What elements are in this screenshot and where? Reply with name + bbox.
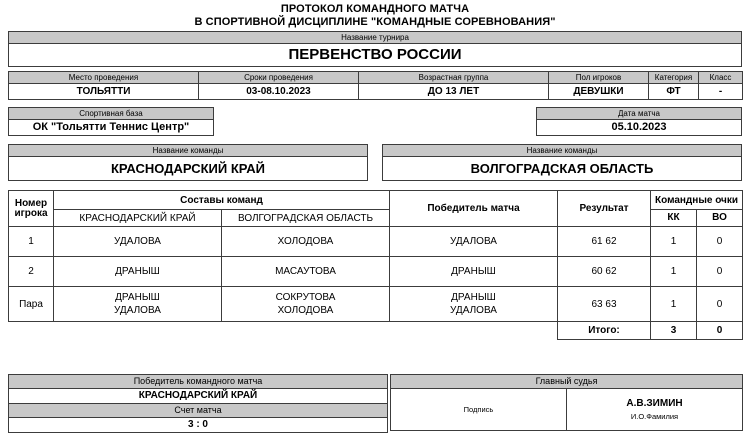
referee-signature-cell	[391, 389, 567, 431]
row-away-player-1: СОКРУТОВА	[275, 292, 336, 303]
referee-name-caption: И.О.Фамилия	[630, 412, 679, 421]
row-home-player-1: ДРАНЫШ	[115, 292, 160, 303]
row-away-player: ХОЛОДОВА	[222, 227, 390, 257]
row-winner	[390, 287, 558, 322]
row-winner: УДАЛОВА	[390, 227, 558, 257]
row-number: Пара	[9, 287, 54, 322]
info-header-dates: Сроки проведения	[199, 72, 359, 84]
results-table-wrapper	[8, 190, 742, 340]
tournament-name: ПЕРВЕНСТВО РОССИИ	[9, 44, 742, 67]
row-winner: ДРАНЫШ	[390, 257, 558, 287]
row-number: 2	[9, 257, 54, 287]
home-team-label: Название команды	[9, 145, 368, 157]
info-value-gender: ДЕВУШКИ	[549, 84, 649, 100]
total-points-away: 0	[697, 322, 743, 340]
referee-name: А.В.ЗИМИН	[626, 398, 683, 409]
header-points-away: ВО	[697, 210, 743, 227]
results-header-row-1	[9, 191, 743, 210]
info-value-row	[9, 84, 743, 100]
info-value-dates: 03-08.10.2023	[199, 84, 359, 100]
referee-block	[390, 374, 742, 433]
table-row	[9, 227, 743, 257]
info-header-class: Класс	[699, 72, 743, 84]
match-date-block	[536, 107, 742, 136]
row-score: 63 63	[558, 287, 651, 322]
header-result: Результат	[558, 191, 651, 227]
row-home-player: УДАЛОВА	[54, 227, 222, 257]
match-score-label: Счет матча	[9, 404, 388, 418]
row-points-home: 1	[651, 227, 697, 257]
row-number: 1	[9, 227, 54, 257]
info-header-venue: Место проведения	[9, 72, 199, 84]
home-team-block	[8, 144, 368, 181]
info-value-age-group: ДО 13 ЛЕТ	[359, 84, 549, 100]
total-spacer	[9, 322, 558, 340]
row-points-away: 0	[697, 227, 743, 257]
header-team-points: Командные очки	[651, 191, 743, 210]
venue-label: Спортивная база	[9, 108, 214, 120]
row-points-away: 0	[697, 287, 743, 322]
row-home-player	[54, 287, 222, 322]
match-date-value: 05.10.2023	[537, 120, 742, 136]
header-lineup-home: КРАСНОДАРСКИЙ КРАЙ	[54, 210, 222, 227]
row-away-player-2: ХОЛОДОВА	[277, 305, 334, 316]
header-player-number	[9, 191, 54, 227]
table-row	[9, 257, 743, 287]
referee-name-cell	[567, 389, 743, 431]
away-team-label: Название команды	[383, 145, 742, 157]
document-title	[0, 0, 750, 29]
venue-value: ОК "Тольятти Теннис Центр"	[9, 120, 214, 136]
venue-date-block	[8, 107, 742, 136]
venue-block	[8, 107, 214, 136]
total-label: Итого:	[558, 322, 651, 340]
match-result-block	[8, 374, 388, 433]
tournament-label: Название турнира	[9, 32, 742, 44]
info-value-class: -	[699, 84, 743, 100]
row-home-player-2: УДАЛОВА	[114, 305, 161, 316]
row-away-player	[222, 287, 390, 322]
tournament-block	[8, 31, 742, 67]
header-player-number-line2: игрока	[14, 207, 48, 219]
header-match-winner: Победитель матча	[390, 191, 558, 227]
referee-label: Главный судья	[391, 375, 743, 389]
info-header-category: Категория	[649, 72, 699, 84]
info-header-row	[9, 72, 743, 84]
away-team-name: ВОЛГОГРАДСКАЯ ОБЛАСТЬ	[383, 157, 742, 181]
team-names-block	[8, 144, 742, 181]
row-points-home: 1	[651, 257, 697, 287]
match-winner-value: КРАСНОДАРСКИЙ КРАЙ	[9, 389, 388, 404]
match-score-value: 3 : 0	[9, 418, 388, 433]
match-winner-label: Победитель командного матча	[9, 375, 388, 389]
footer-block	[8, 374, 742, 433]
home-team-name: КРАСНОДАРСКИЙ КРАЙ	[9, 157, 368, 181]
document-title-line-2: В СПОРТИВНОЙ ДИСЦИПЛИНЕ "КОМАНДНЫЕ СОРЕВНОВАНИЯ"	[194, 16, 556, 28]
info-header-age-group: Возрастная группа	[359, 72, 549, 84]
header-lineups: Составы команд	[54, 191, 390, 210]
document-title-line-1: ПРОТОКОЛ КОМАНДНОГО МАТЧА	[280, 3, 470, 15]
row-winner-2: УДАЛОВА	[450, 305, 497, 316]
info-block	[8, 71, 742, 100]
info-value-venue: ТОЛЬЯТТИ	[9, 84, 199, 100]
away-team-block	[382, 144, 742, 181]
row-home-player: ДРАНЫШ	[54, 257, 222, 287]
row-points-away: 0	[697, 257, 743, 287]
match-date-label: Дата матча	[537, 108, 742, 120]
signature-caption: Подпись	[463, 405, 494, 414]
row-points-home: 1	[651, 287, 697, 322]
results-table	[8, 190, 743, 340]
row-winner-1: ДРАНЫШ	[451, 292, 496, 303]
header-points-home: КК	[651, 210, 697, 227]
total-row	[9, 322, 743, 340]
row-score: 61 62	[558, 227, 651, 257]
row-away-player: МАСАУТОВА	[222, 257, 390, 287]
row-score: 60 62	[558, 257, 651, 287]
info-header-gender: Пол игроков	[549, 72, 649, 84]
info-value-category: ФТ	[649, 84, 699, 100]
total-points-home: 3	[651, 322, 697, 340]
header-player-number-line1: Номер	[14, 197, 48, 209]
header-lineup-away: ВОЛГОГРАДСКАЯ ОБЛАСТЬ	[222, 210, 390, 227]
table-row	[9, 287, 743, 322]
